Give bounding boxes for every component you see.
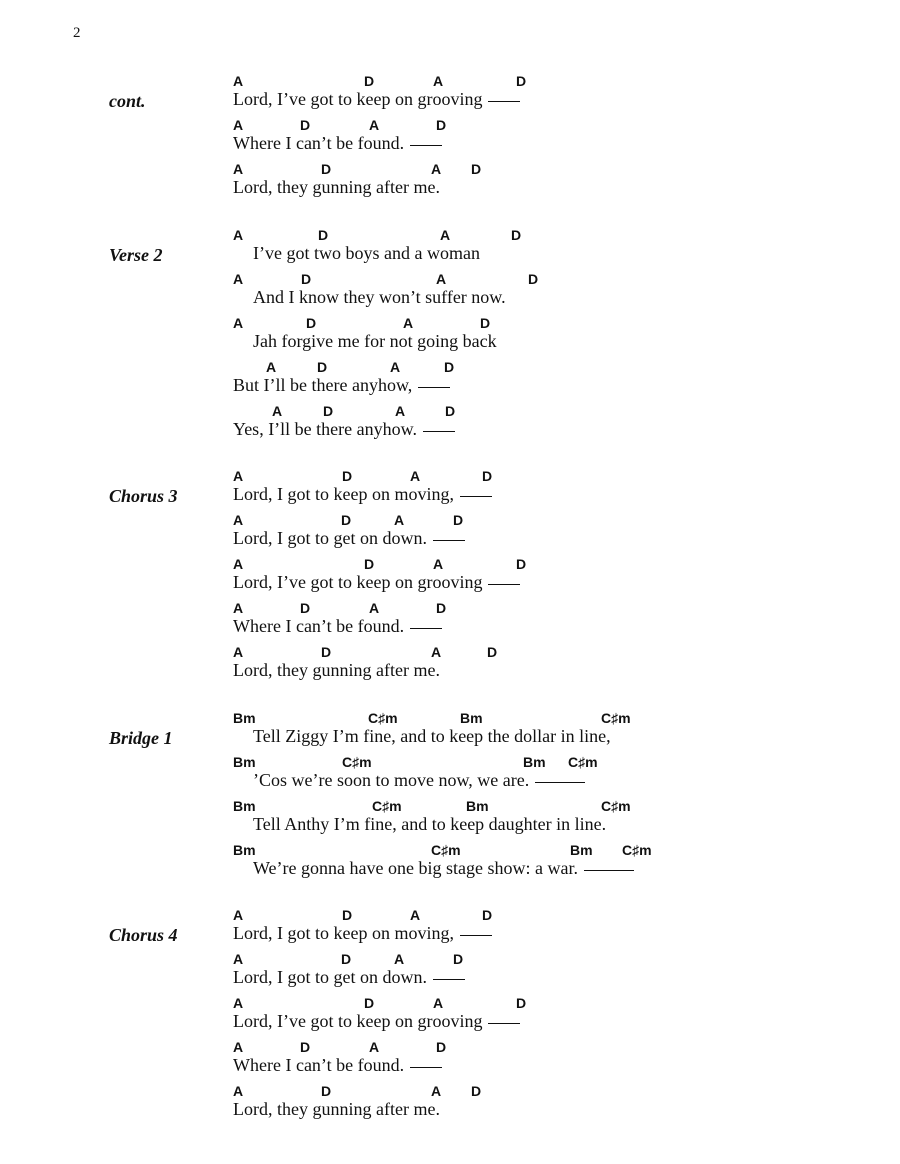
lyric-line <box>233 512 873 556</box>
blank-line <box>460 495 492 497</box>
chord: D <box>471 161 482 177</box>
lyric-text <box>233 571 520 593</box>
lyric-line <box>233 117 873 161</box>
lyric-line <box>233 798 873 842</box>
chord: A <box>433 73 444 89</box>
lyric-text <box>233 966 465 988</box>
chord-row <box>233 227 873 243</box>
lyric-text <box>233 922 492 944</box>
chord: D <box>487 644 498 660</box>
chord: A <box>233 161 244 177</box>
chord: A <box>410 468 421 484</box>
chord: A <box>233 1083 244 1099</box>
chord: D <box>444 359 455 375</box>
lyric-line <box>233 951 873 995</box>
chord: A <box>233 315 244 331</box>
lyric-line <box>233 644 873 688</box>
chord: D <box>364 73 375 89</box>
chord-row <box>233 951 873 967</box>
chord: A <box>431 1083 442 1099</box>
chord: C♯m <box>431 842 461 858</box>
lyric-words: Yes, I’ll be there anyhow. <box>233 419 417 439</box>
section-label: Chorus 4 <box>109 925 178 945</box>
chord: D <box>321 644 332 660</box>
blank-line <box>433 539 465 541</box>
section-label: Chorus 3 <box>109 486 178 506</box>
chord: C♯m <box>568 754 598 770</box>
chord: D <box>341 512 352 528</box>
chord: D <box>364 556 375 572</box>
chord: Bm <box>466 798 489 814</box>
chord: A <box>410 907 421 923</box>
lyric-text <box>233 1054 442 1076</box>
lyric-words: Lord, I got to get on down. <box>233 967 427 987</box>
section-label: cont. <box>109 91 146 111</box>
chord-row <box>233 556 873 572</box>
lyric-words: Where I can’t be found. <box>233 616 405 636</box>
chord: A <box>440 227 451 243</box>
blank-line <box>584 869 634 871</box>
chord: Bm <box>233 754 256 770</box>
lyric-line <box>233 468 873 512</box>
chord: A <box>390 359 401 375</box>
chord: A <box>394 512 405 528</box>
chord: A <box>233 995 244 1011</box>
chord: D <box>482 468 493 484</box>
lyric-line <box>233 1039 873 1083</box>
chord: D <box>300 1039 311 1055</box>
lyric-text <box>253 857 634 879</box>
chord-row <box>233 468 873 484</box>
lyric-text <box>233 615 442 637</box>
lyric-text: Jah forgive me for not going back <box>253 331 497 351</box>
chord: D <box>471 1083 482 1099</box>
blank-line <box>410 1066 442 1068</box>
chord: Bm <box>460 710 483 726</box>
lyric-text <box>233 1010 520 1032</box>
chord: C♯m <box>601 798 631 814</box>
chord: D <box>445 403 456 419</box>
chord-row <box>233 754 873 770</box>
lyric-text: Lord, they gunning after me. <box>233 660 440 680</box>
blank-line <box>418 386 450 388</box>
chord: A <box>233 468 244 484</box>
lyric-line <box>233 754 873 798</box>
chord: D <box>306 315 317 331</box>
chord: D <box>321 1083 332 1099</box>
blank-line <box>460 934 492 936</box>
chord: D <box>511 227 522 243</box>
chord-row <box>233 359 873 375</box>
lyric-line <box>233 710 873 754</box>
chord: C♯m <box>622 842 652 858</box>
chord: D <box>453 951 464 967</box>
lyric-line <box>233 403 873 447</box>
chord: D <box>528 271 539 287</box>
chord: D <box>436 117 447 133</box>
chord-row <box>233 710 873 726</box>
blank-line <box>488 583 520 585</box>
lyric-words: Where I can’t be found. <box>233 1055 405 1075</box>
chord: A <box>394 951 405 967</box>
chord: D <box>436 1039 447 1055</box>
chord: A <box>233 556 244 572</box>
chord-row <box>233 315 873 331</box>
chord: D <box>321 161 332 177</box>
chord-row <box>233 644 873 660</box>
chord: A <box>403 315 414 331</box>
chord-row <box>233 842 873 858</box>
lyric-text <box>233 418 455 440</box>
lyric-text: I’ve got two boys and a woman <box>253 243 480 263</box>
lyric-words: Lord, I got to keep on moving, <box>233 923 454 943</box>
chord-row <box>233 161 873 177</box>
lyric-words: Lord, I got to get on down. <box>233 528 427 548</box>
chord: C♯m <box>368 710 398 726</box>
chord: C♯m <box>342 754 372 770</box>
lyric-text: Lord, they gunning after me. <box>233 1099 440 1119</box>
chord: D <box>436 600 447 616</box>
chord-row <box>233 995 873 1011</box>
chord: A <box>266 359 277 375</box>
chord: A <box>233 512 244 528</box>
chord: D <box>317 359 328 375</box>
chord: Bm <box>233 842 256 858</box>
chord-row <box>233 73 873 89</box>
chord: D <box>516 73 527 89</box>
lyric-line <box>233 1083 873 1127</box>
chord-row <box>233 600 873 616</box>
lyric-text <box>233 527 465 549</box>
chord: D <box>342 907 353 923</box>
lyric-line <box>233 161 873 205</box>
chord: D <box>300 600 311 616</box>
chord: D <box>480 315 491 331</box>
lyric-text: Tell Anthy I’m fine, and to keep daughter in line. <box>253 814 607 834</box>
chord: D <box>300 117 311 133</box>
chord: C♯m <box>601 710 631 726</box>
chord-row <box>233 798 873 814</box>
lyric-words: Where I can’t be found. <box>233 133 405 153</box>
chord-row <box>233 403 873 419</box>
chord: A <box>436 271 447 287</box>
lyric-words: Lord, I’ve got to keep on grooving <box>233 1011 483 1031</box>
chord: A <box>433 995 444 1011</box>
chord: C♯m <box>372 798 402 814</box>
lyric-words: Lord, I’ve got to keep on grooving <box>233 89 483 109</box>
page-number: 2 <box>73 25 81 41</box>
lyric-text: Lord, they gunning after me. <box>233 177 440 197</box>
chord: D <box>364 995 375 1011</box>
chord-row <box>233 907 873 923</box>
chord: A <box>369 117 380 133</box>
chord: A <box>433 556 444 572</box>
chord-row <box>233 1083 873 1099</box>
section-label: Bridge 1 <box>109 728 173 748</box>
lyric-words: Lord, I’ve got to keep on grooving <box>233 572 483 592</box>
chord: A <box>233 227 244 243</box>
lyric-line <box>233 995 873 1039</box>
blank-line <box>423 430 455 432</box>
lyric-text <box>233 374 450 396</box>
chord: D <box>516 556 527 572</box>
chord: D <box>482 907 493 923</box>
chord-row <box>233 512 873 528</box>
blank-line <box>410 144 442 146</box>
lyric-line <box>233 600 873 644</box>
lyric-line <box>233 556 873 600</box>
blank-line <box>488 100 520 102</box>
lyric-line <box>233 73 873 117</box>
lyric-words: ’Cos we’re soon to move now, we are. <box>253 770 530 790</box>
lyric-text: Tell Ziggy I’m fine, and to keep the dollar in line, <box>253 726 611 746</box>
chord: D <box>453 512 464 528</box>
chord: D <box>301 271 312 287</box>
lyric-line <box>233 907 873 951</box>
chord: D <box>341 951 352 967</box>
chord: A <box>233 600 244 616</box>
chord-row <box>233 1039 873 1055</box>
chord: A <box>431 644 442 660</box>
chord: A <box>369 600 380 616</box>
chord: A <box>233 117 244 133</box>
chord-row <box>233 271 873 287</box>
blank-line <box>433 978 465 980</box>
chord: A <box>272 403 283 419</box>
chord: Bm <box>523 754 546 770</box>
lyric-words: We’re gonna have one big stage show: a war. <box>253 858 578 878</box>
lyric-line <box>233 227 873 271</box>
chord: A <box>395 403 406 419</box>
lyric-text <box>253 769 585 791</box>
section-label: Verse 2 <box>109 245 163 265</box>
chord: A <box>233 271 244 287</box>
chord: Bm <box>570 842 593 858</box>
chord: A <box>233 1039 244 1055</box>
chord: A <box>233 73 244 89</box>
chord: D <box>342 468 353 484</box>
chord: A <box>233 907 244 923</box>
lyric-line <box>233 842 873 886</box>
blank-line <box>488 1022 520 1024</box>
blank-line <box>410 627 442 629</box>
lyric-words: But I’ll be there anyhow, <box>233 375 413 395</box>
lyric-text: And I know they won’t suffer now. <box>253 287 506 307</box>
chord: A <box>233 644 244 660</box>
chord: A <box>431 161 442 177</box>
chord: Bm <box>233 710 256 726</box>
lyric-line <box>233 359 873 403</box>
chord: D <box>516 995 527 1011</box>
lyric-text <box>233 132 442 154</box>
chord: D <box>318 227 329 243</box>
chord: A <box>369 1039 380 1055</box>
lyric-text <box>233 88 520 110</box>
lyric-words: Lord, I got to keep on moving, <box>233 484 454 504</box>
chord: A <box>233 951 244 967</box>
lyric-line <box>233 315 873 359</box>
lyric-text <box>233 483 492 505</box>
chord: Bm <box>233 798 256 814</box>
chord: D <box>323 403 334 419</box>
lyric-line <box>233 271 873 315</box>
blank-line <box>535 781 585 783</box>
chord-row <box>233 117 873 133</box>
